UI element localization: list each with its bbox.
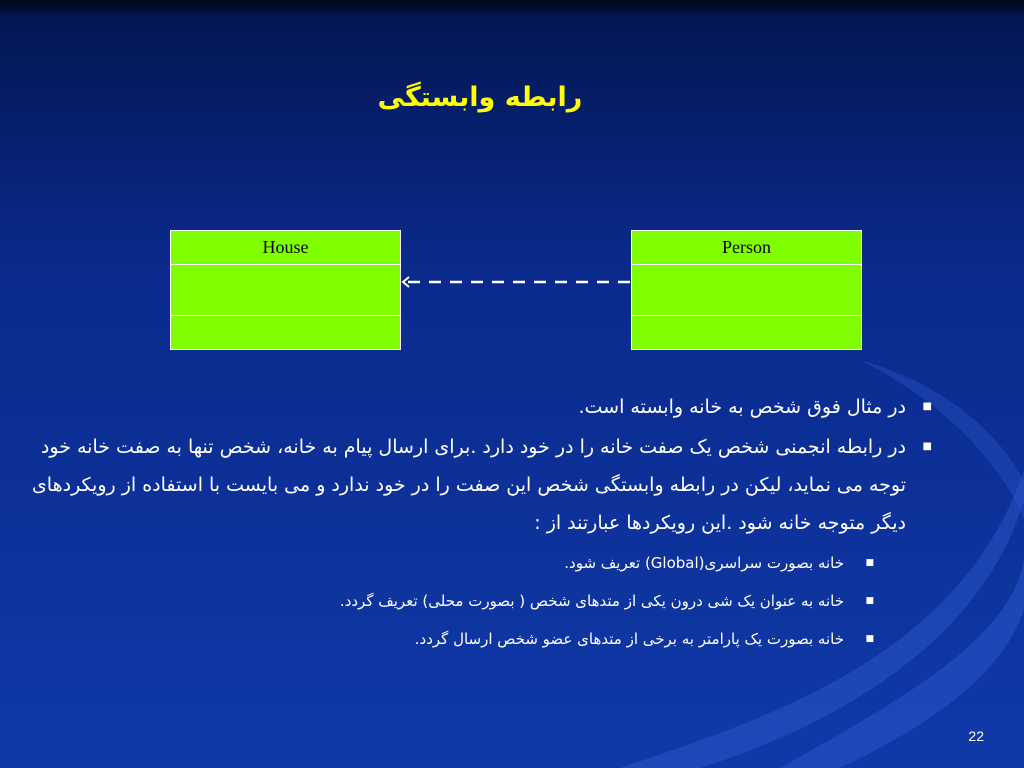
class-attributes-person bbox=[632, 265, 861, 316]
square-bullet-icon: ■ bbox=[865, 596, 874, 606]
class-name-house: House bbox=[171, 231, 400, 265]
sub-bullet-item bbox=[10, 582, 936, 620]
class-operations-house bbox=[171, 316, 400, 349]
square-bullet-icon: ■ bbox=[865, 558, 874, 568]
class-box-person bbox=[631, 230, 862, 350]
sub-bullet-text: خانه بصورت سراسری(Global) تعریف شود. bbox=[564, 554, 844, 572]
sub-bullet-item bbox=[10, 620, 936, 658]
bullet-text: در مثال فوق شخص به خانه وابسته است. bbox=[578, 396, 906, 418]
class-box-house bbox=[170, 230, 401, 350]
square-bullet-icon: ■ bbox=[922, 401, 932, 412]
bullet-item bbox=[10, 428, 936, 542]
dependency-arrow bbox=[400, 270, 634, 294]
square-bullet-icon: ■ bbox=[865, 634, 874, 644]
slide-title: رابطه وابستگی bbox=[377, 82, 583, 113]
bullet-item bbox=[10, 388, 936, 426]
sub-bullet-list bbox=[10, 544, 936, 658]
page-number: 22 bbox=[968, 728, 984, 744]
bullet-text: در رابطه انجمنی شخص یک صفت خانه را در خود دارد .برای ارسال پیام به خانه، شخص تنها به صفت خانه خود توجه می نماید، لیکن در رابطه وابستگی شخص این صفت را در خود ندارد و می بایست با استفاده از رویکردهای دیگر متوجه خانه شود .این رویکردها عبارتند از : bbox=[31, 436, 906, 534]
class-operations-person bbox=[632, 316, 861, 349]
slide-content bbox=[10, 388, 936, 658]
square-bullet-icon: ■ bbox=[922, 441, 932, 452]
class-name-person: Person bbox=[632, 231, 861, 265]
sub-bullet-text: خانه به عنوان یک شی درون یکی از متدهای شخص ( بصورت محلی) تعریف گردد. bbox=[339, 592, 844, 610]
sub-bullet-text: خانه بصورت یک پارامتر به برخی از متدهای عضو شخص ارسال گردد. bbox=[414, 630, 844, 648]
sub-bullet-item bbox=[10, 544, 936, 582]
class-attributes-house bbox=[171, 265, 400, 316]
